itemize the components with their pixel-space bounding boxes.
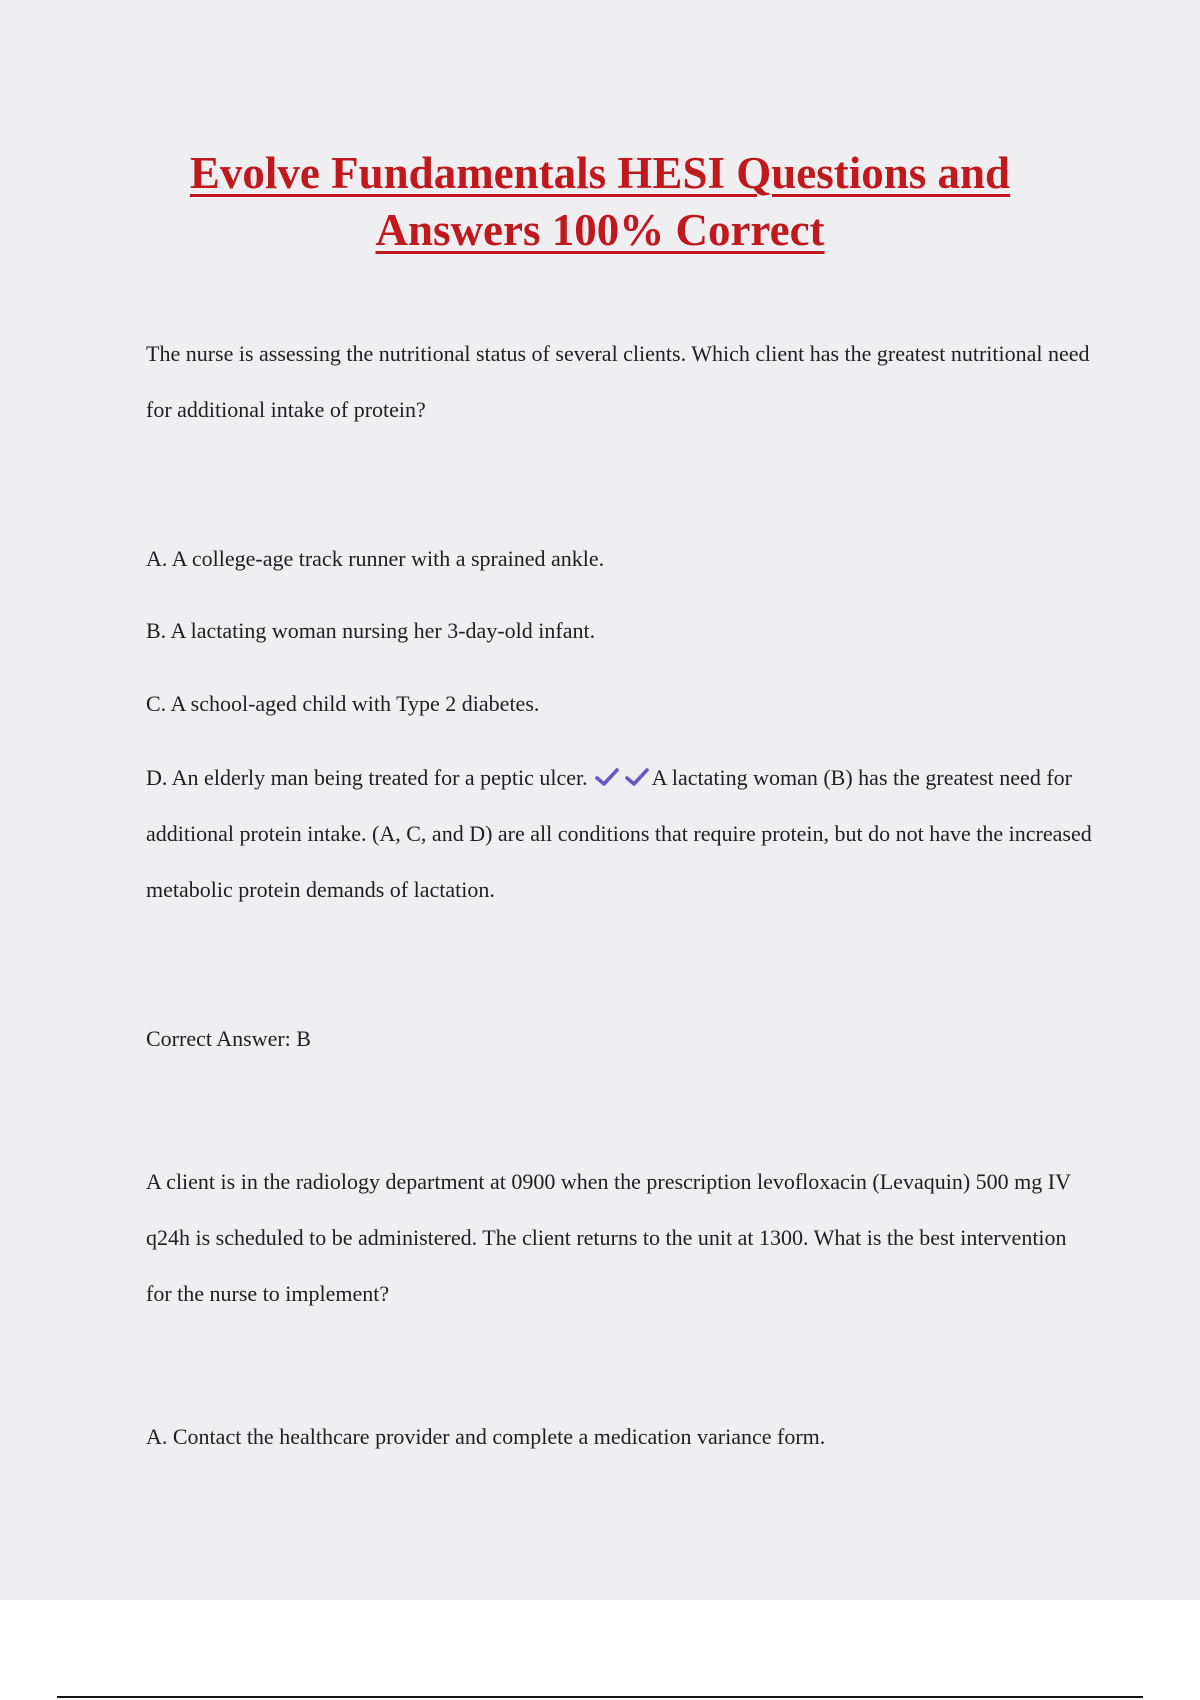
- check-icon: [624, 766, 650, 788]
- question-1-stem: The nurse is assessing the nutritional status of several clients. Which client has the greatest nutritional need for additional intake of protein?: [146, 341, 1090, 422]
- question-1-rationale: A lactating woman (B) has the greatest need for additional protein intake. (A, C, and D) are all conditions that require protein, but do not have the increased metabolic protein demands of lactation.: [146, 765, 1092, 902]
- question-1-option-b: B. A lactating woman nursing her 3-day-old infant.: [146, 618, 596, 643]
- title-line-2: Answers 100% Correct: [375, 205, 825, 255]
- check-icon: [594, 766, 620, 788]
- document-title: [100, 145, 1100, 259]
- question-1-correct-answer: Correct Answer: B: [146, 1026, 311, 1051]
- title-line-1: Evolve Fundamentals HESI Questions and: [189, 148, 1011, 198]
- question-1-option-d: D. An elderly man being treated for a peptic ulcer.: [146, 765, 588, 790]
- question-2-stem: A client is in the radiology department at 0900 when the prescription levofloxacin (Levaquin) 500 mg IV q24h is scheduled to be administered. The client returns to the unit at 1300. What is the best intervention for the nurse to implement?: [146, 1169, 1071, 1306]
- question-1-option-c: C. A school-aged child with Type 2 diabetes.: [146, 691, 540, 716]
- question-2-option-a: A. Contact the healthcare provider and complete a medication variance form.: [146, 1424, 826, 1449]
- question-1-option-a: A. A college-age track runner with a sprained ankle.: [146, 546, 605, 571]
- question-1-option-d-with-rationale: [146, 750, 1096, 918]
- footer-divider: [57, 1696, 1143, 1698]
